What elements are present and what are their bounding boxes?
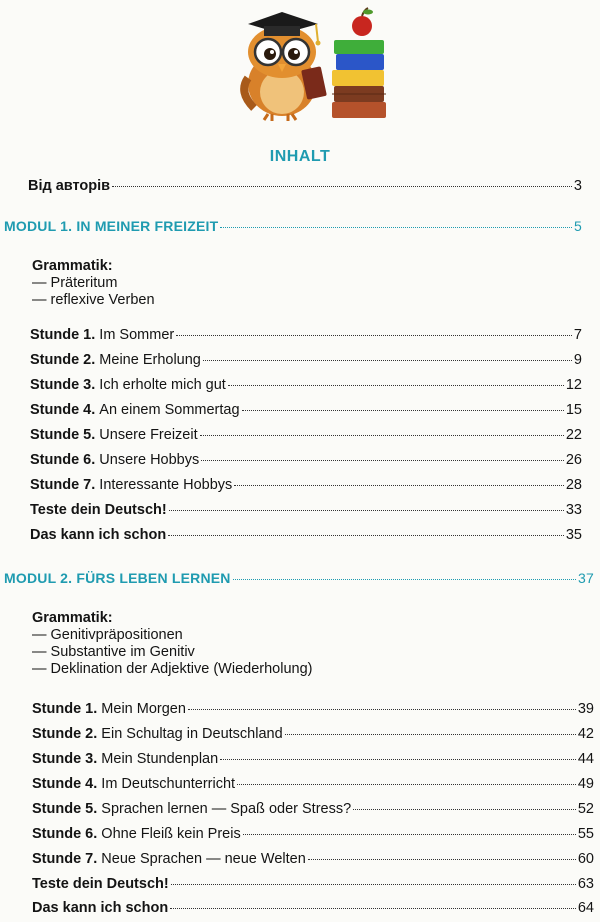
toc-entry-m1-lesson-5[interactable] (30, 427, 582, 443)
lesson-title: Unsere Freizeit (99, 427, 198, 443)
toc-entry-m2-review[interactable] (32, 900, 594, 916)
page-number: 33 (565, 502, 582, 518)
toc-entry-m1-lesson-2[interactable] (30, 352, 582, 368)
page-number: 42 (577, 726, 594, 742)
lesson-title: Meine Erholung (99, 352, 201, 368)
dot-leader (353, 809, 576, 810)
toc-entry-m1-review[interactable] (30, 527, 582, 543)
dot-leader (203, 360, 572, 361)
books-stack-icon (332, 40, 386, 118)
module-2-heading[interactable] (4, 570, 594, 586)
dot-leader (243, 834, 576, 835)
page-number: 12 (565, 377, 582, 393)
page-number: 39 (577, 701, 594, 717)
toc-entry-m1-test[interactable] (30, 502, 582, 518)
lesson-title: Ohne Fleiß kein Preis (101, 826, 241, 842)
lesson-title: An einem Sommertag (99, 402, 240, 418)
lesson-number: Stunde 5. (32, 801, 98, 817)
grammar-item: — Substantive im Genitiv (32, 644, 195, 660)
dot-leader (188, 709, 576, 710)
lesson-number: Stunde 7. (30, 477, 96, 493)
dot-leader (234, 485, 564, 486)
apple-icon (352, 8, 373, 36)
page-number: 7 (573, 327, 582, 343)
lesson-number: Stunde 1. (32, 701, 98, 717)
toc-entry-intro[interactable] (28, 178, 582, 194)
toc-entry-m1-lesson-3[interactable] (30, 377, 582, 393)
dot-leader (200, 435, 564, 436)
entry-label: Від авторів (28, 178, 111, 194)
toc-entry-m2-lesson-6[interactable] (32, 826, 594, 842)
dot-leader (112, 186, 572, 187)
lesson-title: Interessante Hobbys (99, 477, 233, 493)
toc-entry-m1-lesson-4[interactable] (30, 402, 582, 418)
lesson-number: Stunde 3. (30, 377, 96, 393)
dot-leader (285, 734, 576, 735)
owl-icon (244, 26, 327, 121)
toc-entry-m2-lesson-7[interactable] (32, 851, 594, 867)
lesson-title: Neue Sprachen — neue Welten (101, 851, 306, 867)
lesson-title: Unsere Hobbys (99, 452, 200, 468)
dot-leader (176, 335, 572, 336)
entry-label: Teste dein Deutsch! (30, 502, 167, 518)
lesson-number: Stunde 2. (30, 352, 96, 368)
module-1-grammar (32, 258, 155, 309)
grammar-item: — Präteritum (32, 275, 118, 291)
page-number: 3 (573, 178, 582, 194)
page-number: 37 (578, 570, 594, 586)
page-number: 60 (577, 851, 594, 867)
dot-leader (220, 227, 572, 228)
lesson-number: Stunde 1. (30, 327, 96, 343)
toc-entry-m2-lesson-3[interactable] (32, 751, 594, 767)
grammar-heading: Grammatik: (32, 610, 113, 626)
lesson-title: Im Sommer (99, 327, 175, 343)
module-title: MODUL 1. IN MEINER FREIZEIT (4, 218, 219, 234)
dot-leader (220, 759, 576, 760)
page-number: 22 (565, 427, 582, 443)
dot-leader (170, 908, 576, 909)
page-number: 5 (574, 218, 582, 234)
toc-entry-m2-test[interactable] (32, 876, 594, 892)
module-1-heading[interactable] (4, 218, 582, 234)
lesson-number: Stunde 3. (32, 751, 98, 767)
grammar-item: — Genitivpräpositionen (32, 627, 183, 643)
dot-leader (168, 535, 564, 536)
toc-entry-m2-lesson-2[interactable] (32, 726, 594, 742)
dot-leader (169, 510, 564, 511)
page-number: 28 (565, 477, 582, 493)
page-number: 52 (577, 801, 594, 817)
entry-label: Teste dein Deutsch! (32, 876, 169, 892)
toc-entry-m1-lesson-1[interactable] (30, 327, 582, 343)
lesson-number: Stunde 5. (30, 427, 96, 443)
dot-leader (237, 784, 576, 785)
toc-entry-m1-lesson-6[interactable] (30, 452, 582, 468)
toc-entry-m2-lesson-5[interactable] (32, 801, 594, 817)
lesson-number: Stunde 4. (32, 776, 98, 792)
module-2-grammar (32, 610, 312, 678)
lesson-number: Stunde 2. (32, 726, 98, 742)
lesson-title: Sprachen lernen — Spaß oder Stress? (101, 801, 352, 817)
page-number: 26 (565, 452, 582, 468)
lesson-number: Stunde 6. (32, 826, 98, 842)
lesson-number: Stunde 7. (32, 851, 98, 867)
dot-leader (228, 385, 564, 386)
dot-leader (201, 460, 564, 461)
dot-leader (242, 410, 564, 411)
page-number: 15 (565, 402, 582, 418)
lesson-title: Mein Stundenplan (101, 751, 219, 767)
page-number: 35 (565, 527, 582, 543)
page-number: 44 (577, 751, 594, 767)
dot-leader (308, 859, 576, 860)
dot-leader (233, 579, 576, 580)
toc-entry-m1-lesson-7[interactable] (30, 477, 582, 493)
lesson-number: Stunde 6. (30, 452, 96, 468)
owl-books-illustration (220, 2, 400, 124)
page-number: 55 (577, 826, 594, 842)
lesson-title: Im Deutschunterricht (101, 776, 236, 792)
grammar-item: — reflexive Verben (32, 292, 155, 308)
toc-entry-m2-lesson-4[interactable] (32, 776, 594, 792)
dot-leader (171, 884, 576, 885)
lesson-title: Mein Morgen (101, 701, 186, 717)
lesson-title: Ich erholte mich gut (99, 377, 226, 393)
page-number: 64 (577, 900, 594, 916)
page-number: 9 (573, 352, 582, 368)
grammar-item: — Deklination der Adjektive (Wiederholung) (32, 661, 313, 677)
page-number: 63 (577, 876, 594, 892)
lesson-title: Ein Schultag in Deutschland (101, 726, 283, 742)
entry-label: Das kann ich schon (32, 900, 169, 916)
lesson-number: Stunde 4. (30, 402, 96, 418)
page-number: 49 (577, 776, 594, 792)
module-title: MODUL 2. FÜRS LEBEN LERNEN (4, 570, 231, 586)
page-title: INHALT (269, 148, 331, 165)
grammar-heading: Grammatik: (32, 258, 113, 274)
entry-label: Das kann ich schon (30, 527, 167, 543)
toc-entry-m2-lesson-1[interactable] (32, 701, 594, 717)
